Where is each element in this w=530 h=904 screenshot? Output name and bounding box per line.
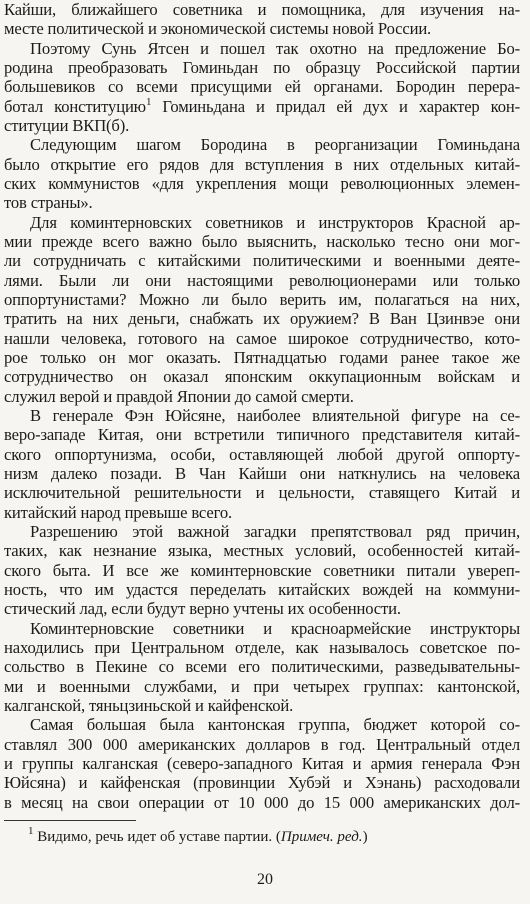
text-line: лями. Были ли они настоящими революционерами или только bbox=[4, 270, 520, 290]
text-line: сольство в Пекине со всеми его политическими, разведывательны- bbox=[4, 657, 520, 677]
text-line: Кайши, ближайшего советника и помощника, для изучения на- bbox=[4, 0, 520, 19]
text-line: ставлял 300 000 американских долларов в год. Центральный отдел bbox=[4, 734, 520, 754]
footnote-close: ) bbox=[362, 829, 368, 845]
text-line: находились при Центральном отделе, как называлось советское по- bbox=[4, 638, 520, 657]
text-line: ли сотрудничать с китайскими политическими и военными деяте- bbox=[4, 251, 520, 271]
paragraph-start-line: В генерале Фэн Юйсяне, наиболее влиятельной фигуре на се- bbox=[30, 406, 520, 425]
text-line: большевиков со всеми присущими ей органами. Бородин перера- bbox=[4, 77, 520, 97]
footnote-editor-note: Примеч. ред. bbox=[280, 829, 363, 845]
footnote-rule bbox=[4, 820, 136, 821]
text-line: служил верой и правдой Японии до самой смерти. bbox=[4, 386, 354, 406]
text-line: веро-западе Китая, они встретили типичного представителя китай- bbox=[4, 425, 520, 445]
text-fragment: Гоминьдана и придал ей дух и характер кон- bbox=[151, 96, 520, 116]
text-line: сотрудничество он оказал японским оккупационным войскам и bbox=[4, 367, 520, 387]
text-line: и группы калганская (северо-западного Китая и армия генерала Фэн bbox=[4, 754, 520, 773]
paragraph-start-line: Следующим шагом Бородина в реорганизации Гоминьдана bbox=[30, 135, 520, 155]
paragraph-start-line: Для коминтерновских советников и инструкторов Красной ар- bbox=[30, 212, 520, 232]
text-line: ми и военными службами, и при четырех группах: кантонской, bbox=[4, 676, 520, 696]
paragraph-start-line: Поэтому Сунь Ятсен и пошел так охотно на предложение Бо- bbox=[30, 38, 520, 58]
text-line: нашли человека, готового на самое широкое сотрудничество, кото- bbox=[4, 328, 520, 348]
text-line bbox=[4, 97, 520, 116]
page-number: 20 bbox=[257, 871, 273, 888]
footnote-marker: 1 bbox=[28, 825, 34, 837]
text-line: мии прежде всего важно было выяснить, насколько тесно они мог- bbox=[4, 232, 520, 251]
text-line: ских коммунистов «для укрепления мощи революционных элемен- bbox=[4, 174, 520, 193]
text-line: тратить на них деньги, снабжать их оружием? В Ван Цзинвэе они bbox=[4, 309, 520, 329]
text-line: низм далеко позади. В Чан Кайши они наткнулись на человека bbox=[4, 464, 520, 483]
text-line: ность, что им удастся переделать китайских вождей на коммуни- bbox=[4, 580, 520, 599]
text-line: родина преобразовать Гоминьдан по образцу Российской партии bbox=[4, 58, 520, 77]
text-line: в месяц на свои операции от 10 000 до 15 000 американских дол- bbox=[4, 792, 520, 812]
text-line: ского оппортунизма, особи, оставляющей любой другой оппорту- bbox=[4, 444, 520, 464]
footnote bbox=[28, 827, 518, 847]
paragraph-start-line: Самая большая была кантонская группа, бюджет которой со- bbox=[30, 715, 520, 735]
text-line: калганской, тяньцзиньской и кайфенской. bbox=[4, 696, 294, 715]
text-line: было открытие его рядов для вступления в них отдельных китай- bbox=[4, 154, 520, 174]
text-line: китайский народ превыше всего. bbox=[4, 502, 232, 522]
text-line: таких, как незнание языка, местных условий, особенностей китай- bbox=[4, 541, 520, 561]
text-line: ского быта. И все же коминтерновские советники питали увереп- bbox=[4, 560, 520, 580]
text-line: рое только он мог оказать. Пятнадцатью годами ранее такое же bbox=[4, 348, 520, 367]
footnote-reference: 1 bbox=[145, 96, 152, 108]
text-line: тов страны». bbox=[4, 193, 93, 213]
text-line: исключительной решительности и цельности, ставящего Китай и bbox=[4, 483, 520, 503]
text-fragment: ботал конституцию bbox=[4, 96, 146, 116]
text-line: ституции ВКП(б). bbox=[4, 116, 130, 135]
paragraph-start-line: Разрешению этой важной загадки препятствовал ряд причин, bbox=[30, 522, 520, 541]
text-line: стический лад, если будут верно учтены их особенности. bbox=[4, 599, 401, 619]
paragraph-start-line: Коминтерновские советники и красноармейские инструкторы bbox=[30, 618, 520, 638]
text-line: оппортунистами? Можно ли было верить им, полагаться на них, bbox=[4, 290, 520, 309]
text-line: Юйсяна) и кайфенская (провинции Хубэй и Хэнань) расходовали bbox=[4, 773, 520, 793]
text-line: месте политической и экономической системы новой России. bbox=[4, 19, 432, 39]
footnote-text: Видимо, речь идет об уставе партии. ( bbox=[37, 829, 281, 845]
